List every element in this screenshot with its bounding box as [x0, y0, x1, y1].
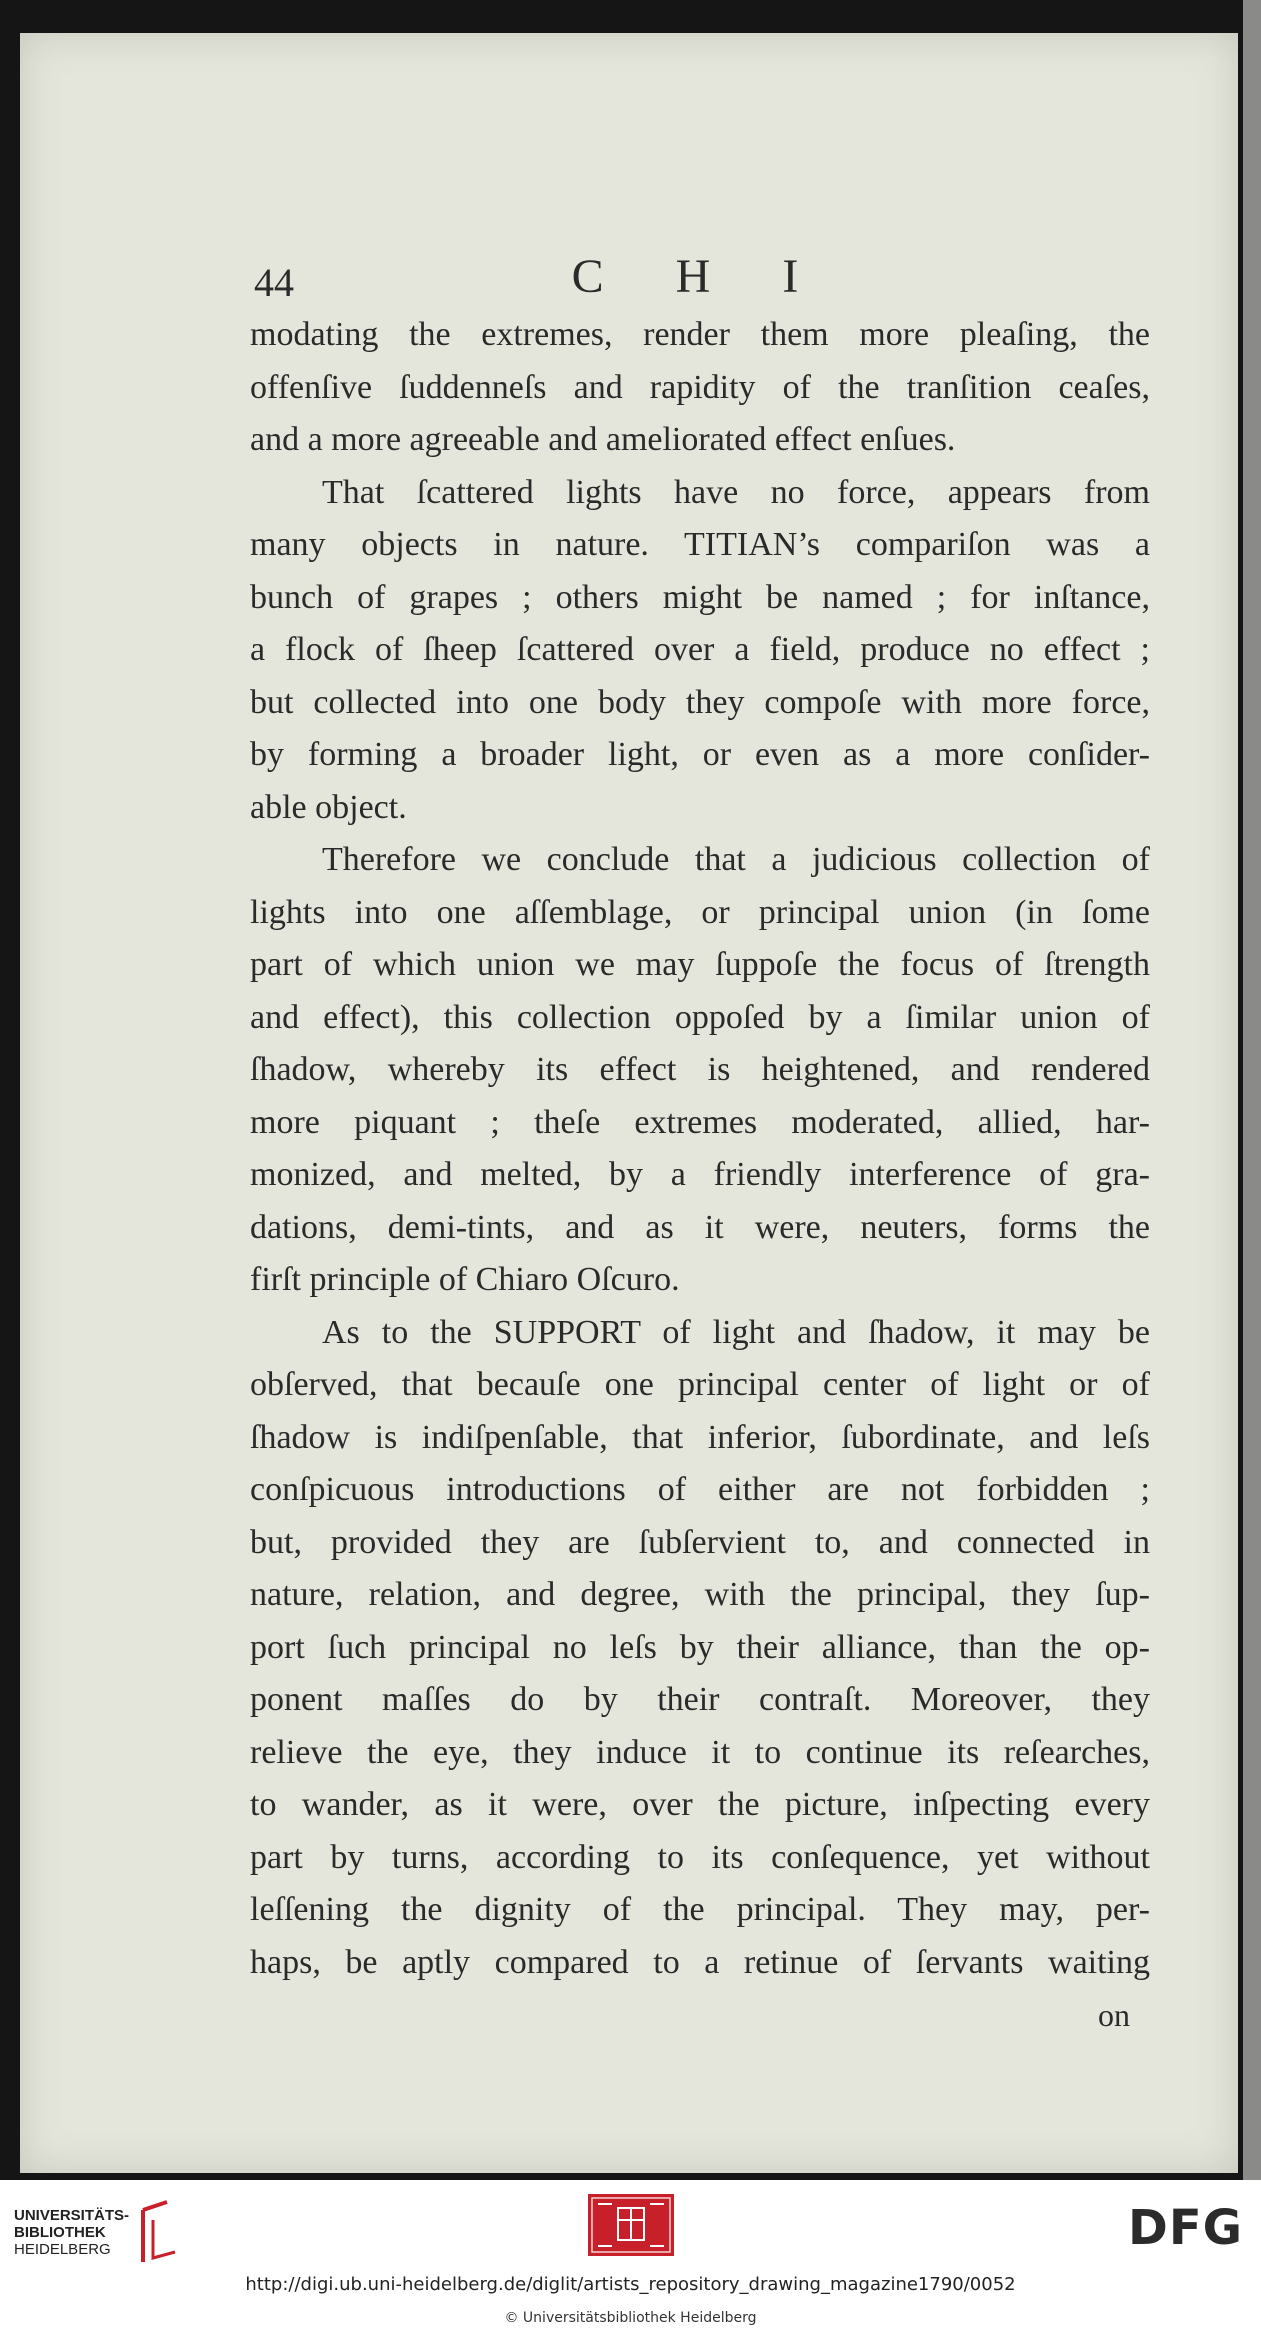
text-line: conſpicuous introductions of either are not forbidden ; — [250, 1471, 1150, 1508]
text-line: offenſive ſuddenneſs and rapidity of the tranſition ceaſes, — [250, 368, 1150, 406]
dfg-logo-link[interactable]: DFG — [1127, 2200, 1243, 2256]
text-line: nature, relation, and degree, with the principal, they ſup- — [250, 1576, 1150, 1613]
text-line: and a more agreeable and ameliorated effect enſues. — [250, 421, 956, 458]
text-line: port ſuch principal no leſs by their alliance, than the op- — [250, 1628, 1150, 1666]
text-line: monized, and melted, by a friendly interference of gra- — [250, 1156, 1150, 1193]
text-line: part of which union we may ſuppoſe the focus of ſtrength — [250, 946, 1150, 983]
scan-edge — [1243, 0, 1261, 2180]
text-line: able object. — [250, 788, 407, 826]
text-line: ſhadow is indiſpenſable, that inferior, ſubordinate, and leſs — [250, 1418, 1150, 1456]
library-mark-icon — [135, 2200, 179, 2264]
copyright-notice: © Universitätsbibliothek Heidelberg — [504, 2310, 757, 2326]
text-line: That ſcattered lights have no force, appears from — [322, 473, 1150, 511]
text-line: haps, be aptly compared to a retinue of ſervants waiting — [250, 1943, 1150, 1981]
text-line: Therefore we conclude that a judicious collection of — [322, 841, 1150, 878]
text-line: part by turns, according to its conſequence, yet without — [250, 1838, 1150, 1876]
text-line: relieve the eye, they induce it to continue its reſearches, — [250, 1733, 1150, 1771]
text-line: to wander, as it were, over the picture, inſpecting every — [250, 1786, 1150, 1823]
text-line: As to the SUPPORT of light and ſhadow, it may be — [322, 1313, 1150, 1351]
text-line: firſt principle of Chiaro Oſcuro. — [250, 1261, 680, 1298]
university-library-logo-link[interactable] — [14, 2200, 179, 2264]
text-line: and effect), this collection oppoſed by a ſimilar union of — [250, 998, 1150, 1036]
text-line: dations, demi-tints, and as it were, neuters, forms the — [250, 1208, 1150, 1246]
library-name-line: BIBLIOTHEK — [14, 2223, 106, 2241]
body-text — [250, 309, 1150, 1989]
text-line: obſerved, that becauſe one principal center of light or of — [250, 1366, 1150, 1403]
permalink-url[interactable]: http://digi.ub.uni-heidelberg.de/diglit/artists_repository_drawing_magazine1790/0052 — [245, 2274, 1016, 2295]
section-heading: C H I — [571, 250, 829, 303]
text-line: lights into one aſſemblage, or principal union (in ſome — [250, 893, 1150, 931]
library-name-line: HEIDELBERG — [14, 2240, 111, 2258]
text-line: but collected into one body they compoſe with more force, — [250, 683, 1150, 721]
page-number: 44 — [254, 260, 294, 305]
text-line: ſhadow, whereby its effect is heightened, and rendered — [250, 1051, 1150, 1088]
text-line: ponent maſſes do by their contraſt. Moreover, they — [250, 1681, 1150, 1718]
catchword: on — [1098, 1997, 1130, 2033]
running-head — [250, 229, 1150, 309]
library-name-line: UNIVERSITÄTS- — [14, 2206, 130, 2224]
text-line: many objects in nature. TITIAN’s compariſon was a — [250, 526, 1150, 563]
page-text-block — [250, 229, 1150, 2041]
text-line: more piquant ; theſe extremes moderated, allied, har- — [250, 1103, 1150, 1141]
text-line: a flock of ſheep ſcattered over a field, produce no effect ; — [250, 631, 1150, 668]
text-line: but, provided they are ſubſervient to, and connected in — [250, 1523, 1150, 1561]
text-line: by forming a broader light, or even as a more conſider- — [250, 736, 1150, 773]
text-line: bunch of grapes ; others might be named ; for inſtance, — [250, 578, 1150, 616]
text-line: leſſening the dignity of the principal. They may, per- — [250, 1891, 1150, 1928]
viewer-footer — [0, 2180, 1261, 2338]
heidelberg-crest-icon — [588, 2194, 674, 2256]
library-name — [14, 2207, 129, 2258]
book-page — [20, 33, 1238, 2173]
text-line: modating the extremes, render them more pleaſing, the — [250, 316, 1150, 353]
digital-collection-logo-link[interactable] — [588, 2194, 674, 2256]
